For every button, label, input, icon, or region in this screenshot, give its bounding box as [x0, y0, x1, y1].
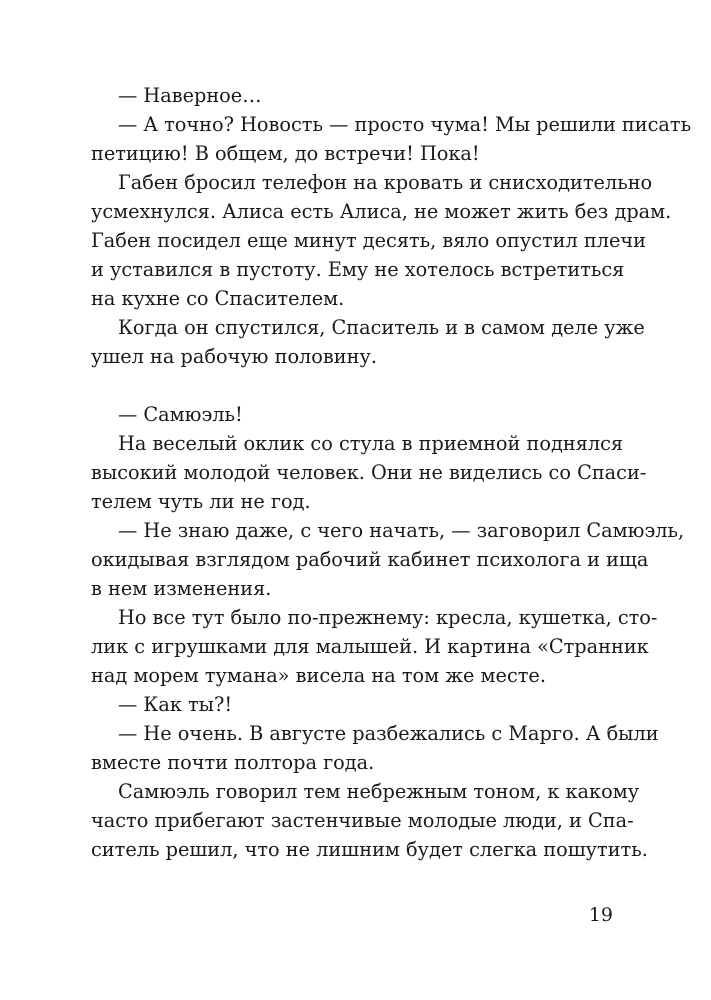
text-line: ушел на рабочую половину. — [91, 345, 377, 368]
text-line: телем чуть ли не год. — [91, 490, 311, 513]
text-line: — Как ты?! — [118, 693, 233, 716]
text-line: Габен бросил телефон на кровать и снисходительно — [118, 171, 653, 194]
text-line: Габен посидел еще минут десять, вяло опустил плечи — [91, 229, 647, 252]
text-line: Но все тут было по-прежнему: кресла, кушетка, сто- — [118, 606, 658, 629]
text-line: усмехнулся. Алиса есть Алиса, не может жить без драм. — [91, 200, 672, 223]
text-line: в нем изменения. — [91, 577, 272, 600]
text-line: петицию! В общем, до встречи! Пока! — [91, 142, 480, 165]
page-number: 19 — [588, 904, 613, 926]
text-line: ситель решил, что не лишним будет слегка пошутить. — [91, 838, 648, 861]
text-line: — Не знаю даже, с чего начать, — заговорил Самюэль, — [118, 519, 685, 542]
text-line: Когда он спустился, Спаситель и в самом деле уже — [118, 316, 645, 339]
text-line: — Самюэль! — [118, 403, 243, 426]
text-line: высокий молодой человек. Они не виделись со Спаси- — [91, 461, 647, 484]
text-line: окидывая взглядом рабочий кабинет психолога и ища — [91, 548, 649, 571]
text-line: на кухне со Спасителем. — [91, 287, 345, 310]
text-line: На веселый оклик со стула в приемной поднялся — [118, 432, 624, 455]
text-line: — Не очень. В августе разбежались с Марго. А были — [118, 722, 659, 745]
text-line: — А точно? Новость — просто чума! Мы решили писать — [118, 113, 692, 136]
text-line: над морем тумана» висела на том же месте. — [91, 664, 546, 687]
text-line: Самюэль говорил тем небрежным тоном, к какому — [118, 780, 640, 803]
text-line: лик с игрушками для малышей. И картина «Странник — [91, 635, 649, 658]
text-line: вместе почти полтора года. — [91, 751, 375, 774]
text-line: часто прибегают застенчивые молодые люди, и Спа- — [91, 809, 634, 832]
text-line: и уставился в пустоту. Ему не хотелось встретиться — [91, 258, 625, 281]
text-line: — Наверное… — [118, 84, 262, 107]
